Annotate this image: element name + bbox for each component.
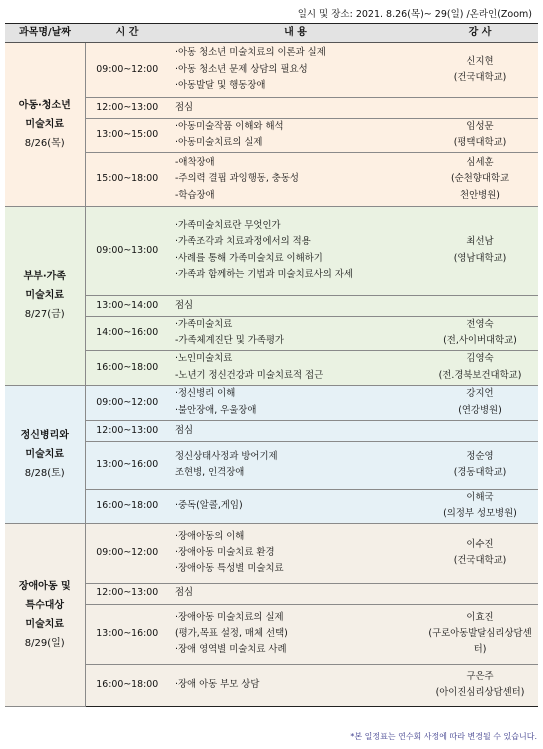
subject-name-line: 미술치료 — [25, 618, 65, 630]
lecturer-line: 천안병원) — [460, 189, 500, 201]
lecturer-cell — [422, 489, 538, 523]
content-cell — [169, 152, 422, 206]
content-line: ·아동미술치료의 실제 — [175, 137, 263, 149]
table-row — [5, 350, 538, 385]
lecturer-line: (평택대학교) — [453, 137, 507, 149]
schedule-table — [5, 23, 538, 707]
subject-name-line: 장애아동 및 — [18, 580, 71, 592]
time-cell: 16:00~18:00 — [85, 664, 169, 706]
time-cell: 12:00~13:00 — [85, 98, 169, 119]
lecturer-cell — [422, 441, 538, 489]
content-line: -애착장애 — [175, 156, 215, 168]
lecturer-line: 심세훈 — [466, 156, 494, 168]
lecturer-cell — [422, 98, 538, 119]
subject-date: 8/27(금) — [24, 309, 65, 321]
table-header-row — [5, 24, 538, 43]
table-row — [5, 523, 538, 583]
content-line: ·중독(알콜,게임) — [175, 500, 243, 512]
time-cell: 09:00~12:00 — [85, 385, 169, 420]
content-line: -가족체계진단 및 가족평가 — [175, 335, 284, 347]
time-cell: 09:00~12:00 — [85, 523, 169, 583]
content-cell — [169, 420, 422, 441]
subject-name-line: 미술치료 — [25, 448, 65, 460]
content-cell — [169, 206, 422, 295]
lecturer-line: (순천향대학교 — [451, 173, 509, 185]
lecturer-cell — [422, 604, 538, 664]
subject-cell — [5, 385, 85, 523]
content-line: 정신상태사정과 방어기제 — [175, 450, 278, 462]
lecturer-cell — [422, 583, 538, 604]
subject-name-line: 아동·청소년 — [18, 99, 71, 111]
time-cell: 13:00~15:00 — [85, 119, 169, 153]
content-cell — [169, 98, 422, 119]
subject-date: 8/29(일) — [24, 637, 65, 649]
subject-name-line: 미술치료 — [25, 290, 65, 302]
table-row — [5, 441, 538, 489]
content-cell — [169, 583, 422, 604]
content-line: ·가족미술치료 — [175, 318, 233, 330]
content-line: ·아동 청소년 문제 상담의 필요성 — [175, 63, 308, 75]
lecturer-line: 김영숙 — [466, 353, 494, 365]
lecturer-cell — [422, 119, 538, 153]
table-row — [5, 119, 538, 153]
col-header-subject: 과목명/날짜 — [5, 24, 85, 43]
lecturer-line: (구로아동발달심리상담센 — [428, 627, 532, 639]
lecturer-line: (연강병원) — [458, 404, 502, 416]
lecturer-line: 이효진 — [466, 611, 494, 623]
table-row — [5, 489, 538, 523]
table-row — [5, 98, 538, 119]
schedule-body — [5, 43, 538, 707]
time-cell: 12:00~13:00 — [85, 583, 169, 604]
subject-name-line: 정신병리와 — [20, 429, 69, 441]
lecturer-line: (경동대학교) — [453, 467, 507, 479]
content-cell — [169, 604, 422, 664]
content-line: 조현병, 인격장애 — [175, 467, 245, 479]
lecturer-line: (전,사이버대학교) — [443, 335, 517, 347]
lecturer-line: 최선남 — [466, 236, 494, 248]
lecturer-line: 정순영 — [466, 450, 494, 462]
table-row — [5, 295, 538, 316]
content-line: ·정신병리 이해 — [175, 388, 236, 400]
content-cell — [169, 295, 422, 316]
table-row — [5, 152, 538, 206]
subject-cell — [5, 523, 85, 706]
time-cell: 16:00~18:00 — [85, 350, 169, 385]
col-header-time: 시 간 — [85, 24, 169, 43]
lecturer-cell — [422, 664, 538, 706]
content-cell — [169, 441, 422, 489]
table-row — [5, 583, 538, 604]
lecturer-line: (아이진심리상담센터) — [435, 687, 525, 699]
lecturer-cell — [422, 420, 538, 441]
time-cell: 13:00~16:00 — [85, 604, 169, 664]
content-line: ·장애아동 미술치료 환경 — [175, 546, 275, 558]
subject-cell — [5, 206, 85, 385]
time-cell: 15:00~18:00 — [85, 152, 169, 206]
time-cell: 14:00~16:00 — [85, 316, 169, 350]
lecturer-line: 이해국 — [466, 491, 494, 503]
table-row — [5, 604, 538, 664]
content-line: ·가족조각과 치료과정에서의 적용 — [175, 236, 311, 248]
time-cell: 09:00~12:00 — [85, 43, 169, 98]
table-row — [5, 316, 538, 350]
content-cell — [169, 664, 422, 706]
content-cell — [169, 350, 422, 385]
footnote: *본 일정표는 연수회 사정에 따라 변경될 수 있습니다. — [350, 732, 537, 741]
table-row — [5, 664, 538, 706]
content-cell — [169, 385, 422, 420]
lecturer-line: (의정부 성모병원) — [443, 508, 517, 520]
lecturer-cell — [422, 206, 538, 295]
lecturer-cell — [422, 43, 538, 98]
lecturer-cell — [422, 295, 538, 316]
content-line: ·장애아동 특성별 미술치료 — [175, 563, 284, 575]
table-row — [5, 385, 538, 420]
lecturer-line: (건국대학교) — [453, 555, 507, 567]
lecturer-line: 이수진 — [466, 538, 494, 550]
lecturer-cell — [422, 316, 538, 350]
time-cell: 09:00~13:00 — [85, 206, 169, 295]
content-line: ·장애아동의 이해 — [175, 530, 245, 542]
content-line: -주의력 결핍 과잉행동, 충동성 — [175, 173, 299, 185]
subject-cell — [5, 43, 85, 207]
table-row — [5, 206, 538, 295]
time-cell: 12:00~13:00 — [85, 420, 169, 441]
content-line: 점심 — [175, 424, 194, 436]
lecturer-line: (건국대학교) — [453, 72, 507, 83]
lecturer-line: 구은주 — [466, 670, 494, 682]
lecturer-line: 강지언 — [466, 388, 494, 400]
content-line: (평가,목표 설정, 매체 선택) — [175, 627, 288, 639]
lecturer-line: 전영숙 — [466, 318, 494, 330]
content-cell — [169, 523, 422, 583]
subject-date: 8/26(목) — [24, 137, 65, 149]
lecturer-cell — [422, 350, 538, 385]
lecturer-line: (영남대학교) — [453, 252, 507, 264]
content-line: 점심 — [175, 299, 194, 311]
content-cell — [169, 489, 422, 523]
content-line: ·가족과 함께하는 기법과 미술치료사의 자세 — [175, 269, 353, 281]
content-line: 점심 — [175, 587, 194, 599]
subject-date: 8/28(토) — [24, 467, 65, 479]
table-row — [5, 420, 538, 441]
time-cell: 13:00~16:00 — [85, 441, 169, 489]
table-row — [5, 43, 538, 98]
content-line: ·장애 아동 부모 상담 — [175, 678, 260, 690]
content-cell — [169, 316, 422, 350]
subject-name-line: 부부·가족 — [23, 271, 66, 283]
subject-name-line: 특수대상 — [25, 599, 65, 611]
time-cell: 13:00~14:00 — [85, 295, 169, 316]
lecturer-line: (전.경북보건대학교) — [438, 369, 522, 381]
content-line: ·장애 영역별 미술치료 사례 — [175, 644, 287, 656]
content-line: ·아동미술작품 이해와 해석 — [175, 121, 284, 132]
content-line: ·가족미술치료란 무엇인가 — [175, 220, 281, 231]
lecturer-cell — [422, 523, 538, 583]
content-line: -노년기 정신건강과 미술치료적 접근 — [175, 369, 324, 381]
time-cell: 16:00~18:00 — [85, 489, 169, 523]
content-line: ·장애아동 미술치료의 실제 — [175, 611, 284, 623]
col-header-lecturer: 강 사 — [422, 24, 538, 43]
content-line: ·아동발달 및 행동장애 — [175, 80, 266, 92]
content-line: ·사례를 통해 가족미술치료 이해하기 — [175, 252, 323, 264]
lecturer-line: 임성문 — [466, 121, 494, 132]
content-cell — [169, 119, 422, 153]
content-line: 점심 — [175, 101, 194, 113]
content-line: -학습장애 — [175, 189, 215, 201]
content-line: ·노인미술치료 — [175, 353, 233, 365]
lecturer-cell — [422, 152, 538, 206]
content-line: ·불안장애, 우울장애 — [175, 404, 257, 416]
content-cell — [169, 43, 422, 98]
content-line: ·아동 청소년 미술치료의 이론과 실제 — [175, 47, 326, 59]
lecturer-line: 터) — [473, 644, 487, 656]
schedule-info: 일시 및 장소: 2021. 8.26(목)~ 29(일) /온라인(Zoom) — [297, 9, 532, 20]
lecturer-line: 신지현 — [466, 55, 494, 67]
lecturer-cell — [422, 385, 538, 420]
col-header-content: 내 용 — [169, 24, 422, 43]
subject-name-line: 미술치료 — [25, 118, 65, 130]
